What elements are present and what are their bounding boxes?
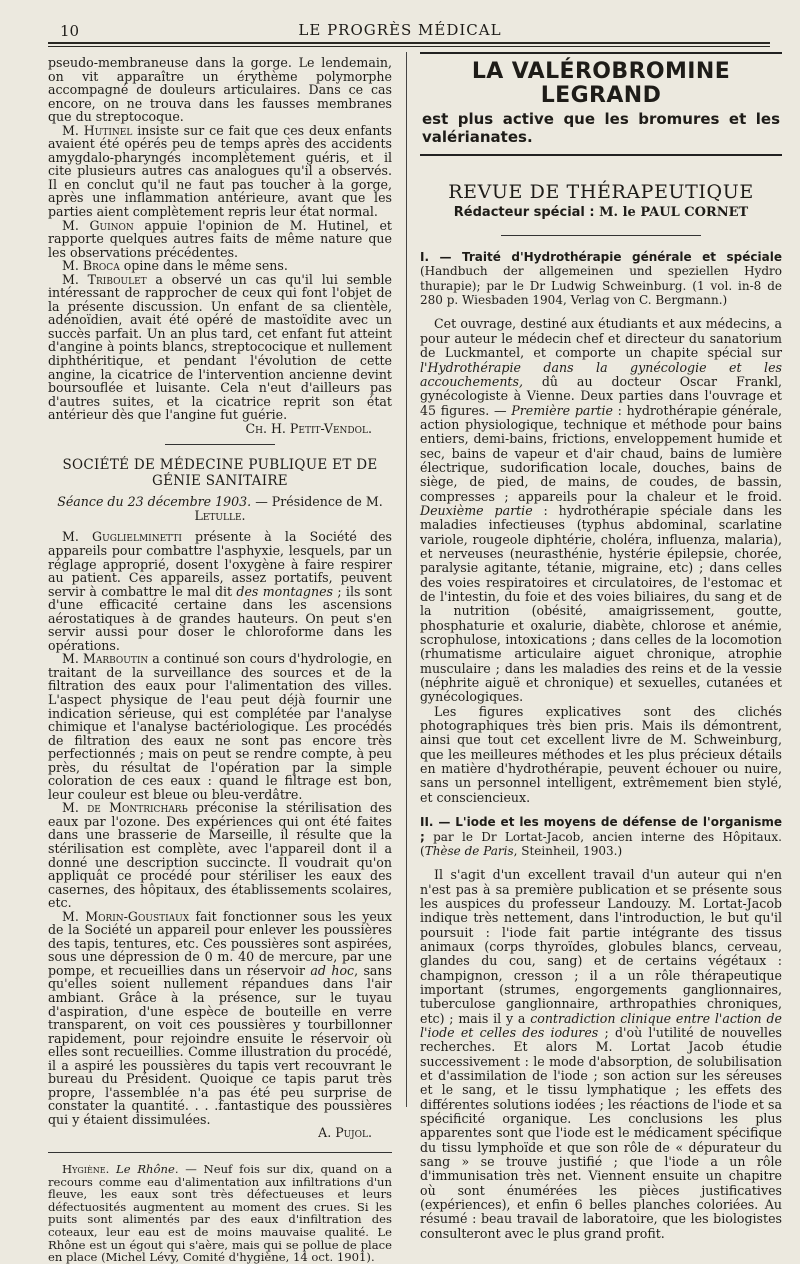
paragraph-italic: contradiction clinique entre l'action de l'iode et celles des iodures: [420, 1010, 782, 1040]
paragraph-hygiene: [48, 1163, 392, 1264]
column-divider: [406, 52, 407, 1107]
session-date: Séance du 23 décembre 1903.: [57, 494, 252, 510]
review-item-heading: [420, 250, 782, 307]
session-line: [48, 495, 392, 522]
paragraph-text: — Neuf fois sur dix, quand on a recours comme eau d'alimentation aux infiltrations d'un fleuve, les eaux sont très défectueuses et leurs défectuosités augmentent au moment des crues. Si les puits sont alimentés par des eaux d'infiltration des coteaux, leur eau est de moins mauvaise qualité. Le Rhône est un égout qui s'aère, mais qui se pollue de place en place (Michel Lévy, Comité d'hygiène, 14 oct. 1901).: [48, 1162, 392, 1264]
paragraph-text: dû au docteur Oscar Frankl, gynécologiste à Vienne. Deux parties dans l'ouvrage et 45 figures. —: [420, 373, 782, 418]
paragraph-text: opine dans le même sens.: [119, 258, 288, 274]
left-column: [48, 56, 392, 1264]
paragraph-guglielminetti: [48, 530, 392, 652]
section-title: SOCIÉTÉ DE MÉDECINE PUBLIQUE ET DE GÉNIE SANITAIRE: [62, 457, 378, 490]
paragraph-text: préconise la stérilisation des eaux par l'ozone. Des expériences qui ont été faites dans une brasserie de Marseille, il résulte que la stérilisation est complète, avec l'appareil dont il a donné une description succincte. Il voudrait qu'on appliquât ce procédé pour stériliser les eaux des casernes, des hôpitaux, des établissements scolaires, etc.: [48, 800, 392, 911]
paragraph-guinon: [48, 219, 392, 260]
section-divider: [501, 235, 701, 236]
paragraph-text: insiste sur ce fait que ces deux enfants avaient été opérés peu de temps après des accidents amygdalo-pharyngés incomplètement guéris, et il cite plusieurs autres cas analogues qu'il a observés. Il en conclut qu'il ne faut pas toucher à la gorge, après une inflammation antérieure, avant que les parties aient complètement repris leur état normal.: [48, 122, 392, 220]
paragraph-marboutin: [48, 652, 392, 801]
paragraph-text: a continué son cours d'hydrologie, en traitant de la surveillance des sources et de la filtration des eaux pour l'alimentation des villes. L'aspect physique de l'eau peut déjà fournir une indication sérieuse, qui est complétée par l'analyse chimique et l'analyse bactériologique. Les procédés de filtration des eaux ne sont pas encore très perfectionnés ; mais on peut se rendre compte, à peu près, du résultat de l'opération par la simple coloration de ces eaux : quand le filtrage est bon, leur couleur est bleue ou bleu-verdâtre.: [48, 651, 392, 802]
review-item-heading: [420, 815, 782, 858]
paragraph-text: , sans qu'elles soient nullement répandues dans l'air ambiant. Grâce à la présence, sur le tuyau d'aspiration, d'une espèce de bouteille en verre transparent, on voit ces poussières y tourbillonner rapidement, pour rejoindre ensuite le réservoir où elles sont recueillies. Comme illustration du procédé, il a aspiré les poussières du tapis vert recouvrant le bureau du Président. Quoique ce tapis parut très propre, l'assemblée n'a pas été peu surprise de constater la quantité. . . .fantastique des poussières qui y étaient dissimulées.: [48, 962, 392, 1127]
paragraph-italic: l'Hydrothérapie dans la gynécologie et les accouchements,: [420, 359, 782, 389]
paragraph-text: : hydrothérapie générale, action physiologique, technique et méthode pour bains entiers, demi-bains, frictions, enveloppement humide et sec, bains de vapeur et d'air chaud, bains de lumière électrique, sudorification locale, douches, bains de siège, de pied, de mains, de coudes, de bassin, compresses ; appareils pour la chaleur et le froid.: [420, 402, 782, 504]
item-reference: (Handbuch der allgemeinen und speziellen Hydro thurapie); par le Dr Ludwig Schweinburg. (1 vol. in-8 de 280 p. Wiesbaden 1904, Verlag von C. Bergmann.): [420, 264, 782, 308]
speaker-name: M. Triboulet: [62, 271, 147, 287]
paragraph-text: Cet ouvrage, destiné aux étudiants et aux médecins, a pour auteur le médecin chef et directeur du sanatorium de Luckmantel, et comporte un chapite spécial sur: [420, 316, 782, 361]
editor-name: M. le PAUL CORNET: [599, 204, 749, 220]
hygiene-label: Hygiène.: [62, 1162, 110, 1177]
paragraph-text: : hydrothérapie spéciale dans les maladies infectieuses (typhus abdominal, scarlatine variole, rougeole diphtérie, choléra, influenza, malaria), et nerveuses (neurasthénie, hystérie épilepsie, chorée, paralysie agitante, tétanie, migraine, etc) ; dans celles des voies respiratoires et circulatoires, de l'estomac et de l'intestin, du foie et des voies biliaires, du sang et de la nutrition (obésité, amaigrissement, goutte, phosphaturie et oxalurie, diabète, chlorose et anémie, scrophulose, intoxications ; dans celles de la locomotion (rhumatisme articulaire aiguet chronique, atrophie musculaire ; dans les maladies des reins et de la vessie (néphrite aiguë et chronique) et sexuelles, cutanées et gynécologiques.: [420, 502, 782, 705]
section-divider: [165, 444, 275, 445]
paragraph-italic: des montagnes: [236, 583, 334, 599]
editor-label: Rédacteur spécial :: [453, 204, 600, 220]
ad-subtitle: est plus active que les bromures et les valérianates.: [422, 110, 780, 146]
session-text: — Présidence de M.: [251, 494, 383, 510]
paragraph-broca: [48, 259, 392, 273]
page-number: 10: [60, 22, 80, 40]
review-paragraph: Les figures explicatives sont des clichés photographiques très bien pris. Mais ils démontrent, ainsi que tout cet excellent livre de M. Schweinburg, que les meilleures méthodes et les plus précieux détails en matière d'hydrothérapie, peuvent échouer ou nuire, sans un personnel intelligent, extrêmement bien stylé, et consciencieux.: [420, 703, 782, 805]
paragraph-text: appuie l'opinion de M. Hutinel, et rapporte quelques autres faits de même nature que les observations précédentes.: [48, 217, 392, 260]
paragraph-text: ; d'où l'utilité de nouvelles recherches. Et alors M. Lortat Jacob étudie successivement : le mode d'absorption, de solubilisation et d'assimilation de l'iode ; son action sur les séreuses et le sang, et le tissu lymphatique ; les effets des différentes solutions iodées ; les réactions de l'iode et sa spécificité organique. Les conclusions les plus apparentes sont que l'iode est le médicament spécifique du tissu lymphoïde et que son rôle de « dépurateur du sang » se trouve justifié ; que l'iode a un rôle d'immunisation très net. Viennent ensuite un chapitre où sont énumérées les pièces justificatives (expériences), et enfin 6 belles planches coloriées. Au résumé : beau travail de laboratoire, que les biologistes consulteront avec le plus grand profit.: [420, 1024, 782, 1241]
item-number: II. —: [420, 815, 456, 830]
item-reference: , Steinheil, 1903.): [513, 843, 623, 858]
advertisement: [420, 52, 782, 156]
item-title: Traité d'Hydrothérapie générale et spéciale: [462, 250, 782, 265]
review-paragraph: [420, 317, 782, 704]
paragraph-text: Il s'agit d'un excellent travail d'un auteur qui n'en n'est pas à sa première publication et se présente sous les auspices du professeur Landouzy. M. Lortat-Jacob indique très nettement, dans l'introduction, le but qu'il poursuit : l'iode fait partie intégrante des tissus animaux (corps thyroïdes, globules blancs, cerveau, glandes du cou, sang) et de certains végétaux : champignon, cresson ; il a un rôle thérapeutique important (strumes, engorgements ganglionnaires, tuberculose ganglionnaire, arthropathies chroniques, etc) ; mais il y a: [420, 867, 782, 1026]
right-column: [420, 56, 782, 1241]
paragraph-continuation: pseudo-membraneuse dans la gorge. Le lendemain, on vit apparaître un érythème polymorphe accompagné de douleurs articulaires. Dans ce cas encore, on ne trouva dans les fausses membranes que du streptocoque.: [48, 55, 392, 125]
speaker-name: M. Hutinel: [62, 122, 133, 138]
paragraph-triboulet: [48, 273, 392, 422]
signature: Ch. H. Petit-Vendol.: [245, 420, 372, 436]
paragraph-morin-goustiaux: [48, 910, 392, 1127]
paragraph-text: présente à la Société des appareils pour combattre l'asphyxie, lesquels, par un réglage approprié, dosent l'oxygène à faire respirer au patient. Ces appareils, assez portatifs, peuvent servir à combattre le mal dit: [48, 529, 392, 599]
paragraph-text: ; ils sont d'une efficacité certaine dans les ascensions aérostatiques à de grandes hauteurs. On peut s'en servir aussi pour doser le chloroforme dans les opérations.: [48, 583, 392, 653]
paragraph-montrichar: [48, 801, 392, 909]
paragraph-text: a observé un cas qu'il lui semble intéressant de rapprocher de ceux qui font l'objet de la présente discussion. Un enfant de sa clientèle, adénoïdien, avait été opéré de mastoïdite avec un succès parfait. Un an plus tard, cet enfant fut atteint d'angine à points blancs, streptococique et nullement diphthéritique, et pendant l'évolution de cette angine, la cicatrice de l'intervention ancienne devint boursouflée et luisante. Cela n'eut d'ailleurs pas d'autres suites, et la cicatrice reprit son état antérieur dès que l'angine fut guérie.: [48, 271, 392, 423]
paragraph-italic: Deuxième partie: [420, 502, 533, 518]
signature: A. Pujol.: [318, 1125, 372, 1141]
paragraph-italic: Première partie: [511, 402, 613, 418]
editor-line: [420, 206, 782, 220]
speaker-name: M. de Montricharь: [62, 800, 188, 816]
speaker-name: M. Guglielminetti: [62, 529, 182, 545]
item-number: I. —: [420, 250, 462, 265]
review-paragraph: [420, 868, 782, 1241]
speaker-name: M. Broca: [62, 258, 120, 274]
item-title: L'iode et les moyens de défense de l'organisme ;: [420, 815, 782, 844]
section-divider: [48, 1152, 392, 1153]
paragraph-text: fait fonctionner sous les yeux de la Société un appareil pour enlever les poussières des tapis, tentures, etc. Ces poussières sont aspirées, sous une dépression de 0 m. 40 de mercure, par une pompe, et recueillies dans un réservoir: [48, 908, 392, 978]
item-reference: par le Dr Lortat-Jacob, ancien interne des Hôpitaux. (: [420, 829, 782, 858]
hygiene-topic: Le Rhône.: [109, 1162, 179, 1177]
speaker-name: M. Guinon: [62, 217, 134, 233]
ad-title: LA VALÉROBROMINE LEGRAND: [471, 59, 731, 108]
item-reference-italic: Thèse de Paris: [424, 843, 514, 858]
running-title: LE PROGRÈS MÉDICAL: [298, 21, 502, 39]
paragraph-italic: ad hoc: [310, 962, 355, 978]
president-name: Letulle.: [194, 507, 246, 523]
header-rule: [48, 42, 770, 47]
speaker-name: M. Morin-Goustiaux: [62, 908, 190, 924]
review-title: REVUE DE THÉRAPEUTIQUE: [448, 181, 754, 203]
speaker-name: M. Marboutin: [62, 651, 149, 667]
paragraph-hutinel: [48, 124, 392, 219]
